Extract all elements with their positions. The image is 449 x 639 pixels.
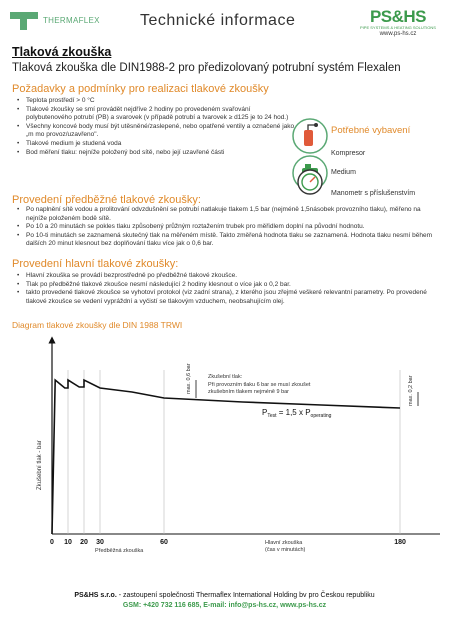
- header-title: Technické informace: [140, 12, 296, 29]
- max-main-label: max. 0,2 bar: [408, 375, 414, 406]
- x-group-pre: Předběžná zkouška: [95, 548, 144, 554]
- requirements-heading: Požadavky a podmínky pro realizaci tlakové zkoušky: [12, 83, 269, 95]
- pressure-curve: [52, 380, 400, 534]
- list-item: • Všechny koncové body musí být utěsněné/zaslepené, nebo opatřené ventily a označené jako „m mo provoz/uzavřeno".: [14, 123, 296, 140]
- x-group-main: Hlavní zkouška (čas v minutách): [265, 540, 306, 553]
- list-item: • Hlavní zkouška se provádí bezprostředně po předběžné tlakové zkoušce.: [14, 272, 434, 281]
- equipment-item-medium: Medium: [331, 169, 356, 176]
- note-line-3: zkušebním tlakem nejméně 9 bar: [208, 389, 290, 395]
- formula: $P_{Test} = 1,5$ x $P_{operating}$: [262, 408, 332, 419]
- page-footer: [0, 591, 449, 611]
- preliminary-list: [14, 206, 434, 249]
- requirements-list: [14, 97, 296, 157]
- list-item: • Po 10 a 20 minutách se pokles tlaku způsobený průžným roztažením trubek pro měřidlem doplní na původní hodnotu.: [14, 223, 434, 232]
- equipment-item-compressor: Kompresor: [331, 150, 366, 157]
- pshs-tagline: PIPE SYSTEMS & HEATING SOLUTIONS: [360, 25, 436, 30]
- list-item: • Bod měření tlaku: nejníže položený bod sítě, nebo její uzavřené části: [14, 149, 296, 158]
- thermaflex-logo: [10, 10, 100, 30]
- list-item: • Po 10-ti minutách se zaznamená skutečný tlak na měřeném místě. Takto změřená hodnota tlaku se zaznamená. Hodnota tlaku nesmí během dalších 20 minut klesnout bez doplňování tlaku více jak o 0,6 bar.: [14, 232, 434, 249]
- page-title: Tlaková zkouška: [12, 45, 112, 59]
- list-item: • Tlakové zkoušky se smí provádět nejdříve 2 hodiny po provedeném svařování polybutenového potrubí (PB) a svarovek (v případě potrubí a tvarovek ≥ d125 je to 24 hod.): [14, 106, 296, 123]
- pressure-test-diagram: [0, 330, 449, 560]
- x-tick-label: 60: [160, 539, 168, 546]
- manometer-icon: [296, 168, 324, 196]
- pshs-url: www.ps-hs.cz: [379, 31, 417, 37]
- test-pressure-note: [208, 374, 332, 419]
- note-line-1: Zkušební tlak:: [208, 374, 243, 380]
- footer-line-1: [0, 591, 449, 601]
- y-axis-label: Zkušební tlak - bar: [37, 440, 43, 490]
- page-header: [0, 0, 449, 46]
- main-test-list: [14, 272, 434, 306]
- footer-company: PS&HS s.r.o.: [74, 592, 117, 599]
- list-item: • Po naplnění sítě vodou a prolitování odvzdušnění se potrubí natlakuje tlakem 1,5 bar (nejméně 1,5násobek provozního tlaku), měřeno na nejníže položeném bodě sítě.: [14, 206, 434, 223]
- thermaflex-brand-text: THERMAFLEX: [43, 15, 100, 25]
- x-tick-label: 20: [80, 539, 88, 546]
- x-tick-label: 180: [394, 539, 406, 546]
- main-test-heading: Provedení hlavní tlakové zkoušky:: [12, 258, 179, 270]
- list-item: • takto provedené tlakové zkoušce se vyhotoví protokol (viz zadní strana), z kterého jsou zřejmé veškeré relevantní parametry. Po provedené tlakové zkoušce se vedení vypráždní a vyčistí se tlakovým vzduchem, neobsahujícím olej.: [14, 289, 434, 306]
- list-item: • Tlakové medium je studená voda: [14, 140, 296, 149]
- thermaflex-t-icon: [10, 10, 40, 30]
- note-line-2: Při provozním tlaku 6 bar se musí zkoušet: [208, 382, 311, 388]
- pshs-brand: PS&HS: [369, 7, 427, 26]
- max-pre-label: max. 0,6 bar: [186, 363, 192, 394]
- pshs-logo: [355, 8, 441, 38]
- footer-description: - zastoupení společnosti Thermaflex International Holding bv pro Českou republiku: [116, 592, 375, 599]
- page-subtitle: Tlaková zkouška dle DIN1988-2 pro předizolovaný potrubní systém Flexalen: [12, 62, 401, 74]
- list-item: • Teplota prostředí > 0 °C: [14, 97, 296, 106]
- spacer: [292, 154, 293, 155]
- footer-contact: GSM: +420 732 116 685, E-mail: info@ps-hs.cz, www.ps-hs.cz: [122, 602, 327, 609]
- x-tick-label: 10: [64, 539, 72, 546]
- x-tick-label: 0: [50, 539, 54, 546]
- diagram-title: Diagram tlakové zkoušky dle DIN 1988 TRWI: [12, 320, 183, 330]
- equipment-item-manometer: Manometr s příslušenstvím: [331, 190, 416, 197]
- equipment-heading: Potřebné vybavení: [331, 125, 411, 136]
- preliminary-heading: Provedení předběžné tlakové zkoušky:: [12, 194, 201, 206]
- x-tick-label: 30: [96, 539, 104, 546]
- list-item: • Tlak po předběžné tlakové zkoušce nesmí následující 2 hodiny klesnout o více jak o 0,2 bar.: [14, 281, 434, 290]
- compressor-icon: [292, 118, 328, 154]
